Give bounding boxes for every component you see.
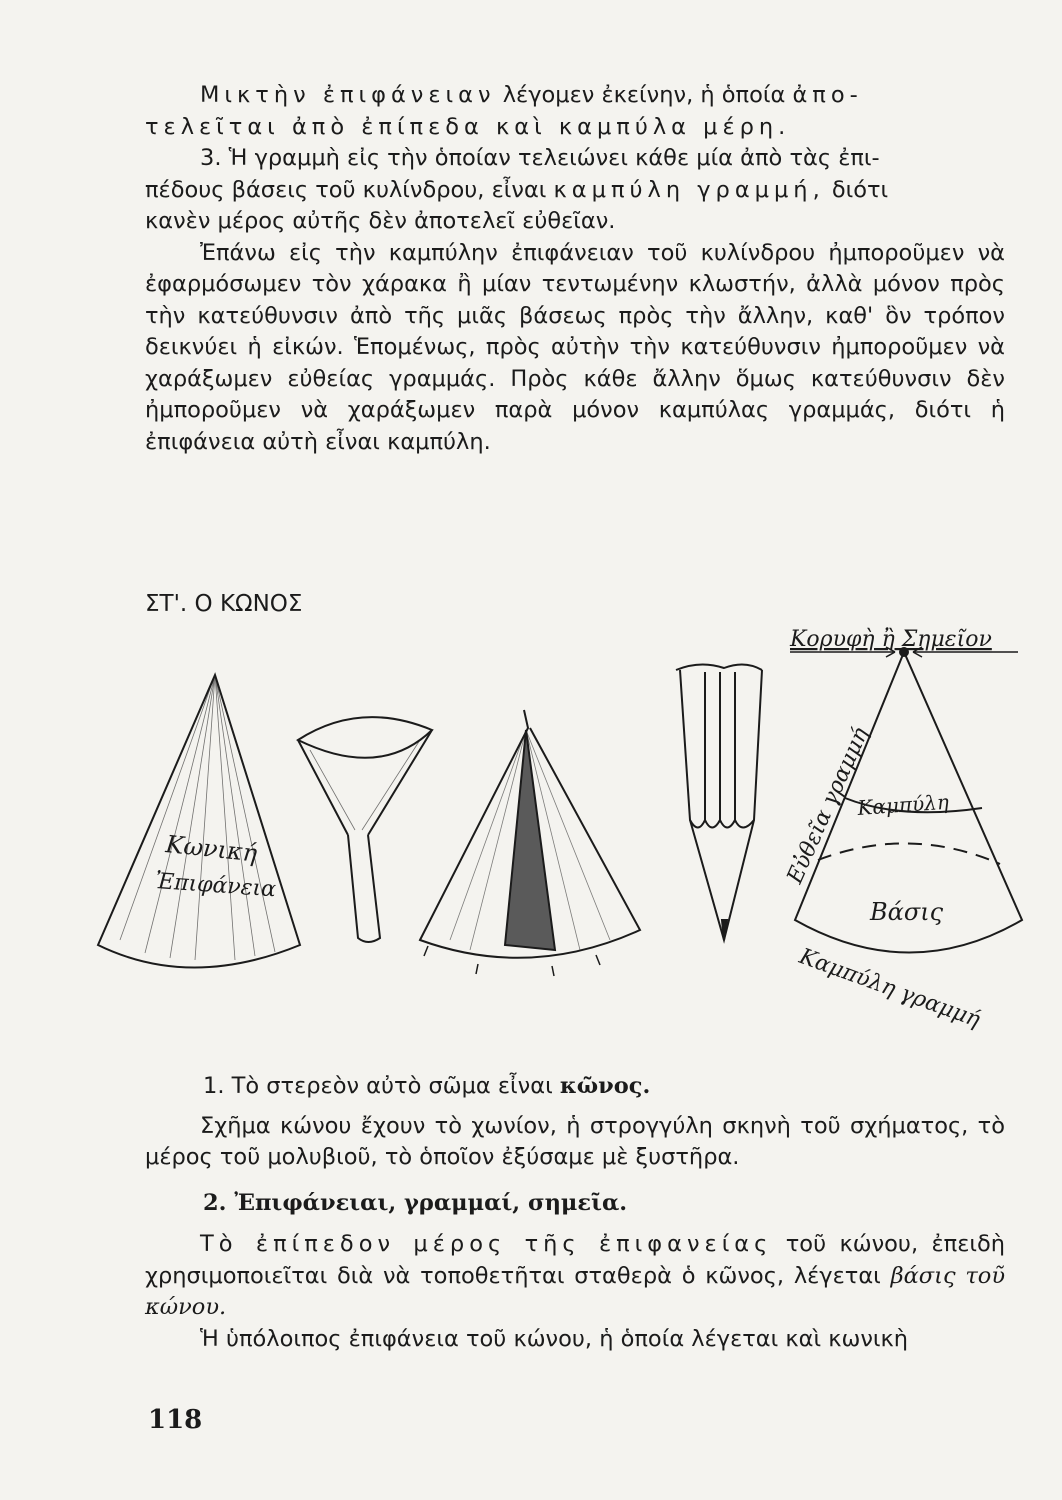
line-4-c: διότι [824, 176, 889, 203]
paragraph-2: Ἐπάνω εἰς τὴν καμπύλην ἐπιφάνειαν τοῦ κυλίνδρου ἠμποροῦμεν νὰ ἐφαρμόσωμεν τὸν χάρακα ἢ μίαν τεντωμένην κλωστήν, ἀλλὰ μόνον πρὸς τὴν κατεύθυνσιν ἀπὸ τῆς μιᾶς βάσεως πρὸς τὴν ἄλλην, καθ' ὃν τρόπον δεικνύει ἡ εἰκών. Ἑπομένως, πρὸς αὐτὴν τὴν κατεύθυνσιν ἠμποροῦμεν νὰ χαράξωμεν εὐθείας γραμμάς. Πρὸς κάθε ἄλλην ὅμως κατεύθυνσιν δὲν ἠμποροῦμεν νὰ χαράξωμεν παρὰ μόνον καμπύλας γραμμάς, διότι ἡ ἐπιφάνεια αὐτὴ εἶναι καμπύλη. [145, 239, 1005, 455]
base-label: Βάσις [870, 898, 944, 926]
item-2-paragraph [145, 1229, 1005, 1324]
curve-label: Καμπύλη [856, 789, 950, 820]
top-text [145, 80, 1005, 458]
bottom-text [145, 1071, 1005, 1355]
item-2-heading: 2. Ἐπιφάνειαι, γραμμαί, σημεῖα. [203, 1189, 628, 1216]
curved-line-label: Καμπύλη γραμμή [795, 944, 984, 1033]
item-1-text: 1. Τὸ στερεὸν αὐτὸ σῶμα εἶναι [203, 1073, 560, 1099]
line-1-mid: λέγομεν ἐκείνην, ἡ ὁποία [495, 82, 793, 108]
cone-drawing [98, 675, 300, 968]
item-1-paragraph: Σχῆμα κώνου ἔχουν τὸ χωνίον, ἡ στρογγύλη σκηνὴ τοῦ σχήματος, τὸ μέρος τοῦ μολυβιοῦ, τὸ ὁποῖον ἐξύσαμε μὲ ξυστῆρα. [145, 1112, 1005, 1170]
line-4 [145, 175, 1005, 207]
tent-drawing [420, 710, 640, 976]
cone-illustrations [0, 620, 1062, 1040]
pencil-drawing [676, 664, 762, 940]
line-1 [145, 80, 1005, 112]
page-number: 118 [148, 1405, 203, 1435]
mixed-surface-term: Μικτὴν ἐπιφάνειαν [200, 82, 496, 108]
base-term: βάσις τοῦ κώνου. [145, 1262, 1005, 1320]
conical-label-2: Ἐπιφάνεια [154, 869, 277, 903]
line-3: 3. Ἡ γραμμὴ εἰς τὴν ὁποίαν τελειώνει κάθε μία ἀπὸ τὰς ἐπι- [200, 145, 880, 171]
cone-term: κῶνος. [559, 1073, 651, 1099]
curved-line-term: καμπύλη γραμμή, [553, 176, 825, 203]
line-5: κανὲν μέρος αὐτῆς δὲν ἀποτελεῖ εὐθεῖαν. [145, 208, 616, 234]
line-4-a: πέδους βάσεις τοῦ κυλίνδρου, εἶναι [145, 176, 554, 203]
item-2-text: τοῦ κώνου, ἐπειδὴ χρησιμοποιεῖται διὰ νὰ τοποθετῆται σταθερὰ ὁ κῶνος, λέγεται [145, 1231, 1005, 1289]
section-title: ΣΤ'. Ο ΚΩΝΟΣ [145, 591, 303, 617]
line-2: τελεῖται ἀπὸ ἐπίπεδα καὶ καμπύλα μέρη. [145, 113, 791, 140]
item-1-heading [203, 1071, 1005, 1103]
item-2-paragraph-2: Ἡ ὑπόλοιπος ἐπιφάνεια τοῦ κώνου, ἡ ὁποία λέγεται καὶ κωνικὴ [200, 1325, 909, 1352]
straight-line-label: Εὐθεῖα γραμμή [782, 724, 874, 888]
planar-part-term: Τὸ ἐπίπεδον μέρος τῆς ἐπιφανείας [200, 1231, 773, 1257]
apex-label: Κορυφὴ ἢ Σημεῖον [790, 627, 992, 652]
conical-label-1: Κωνική [164, 830, 259, 868]
line-1-end: ἀπο- [792, 82, 863, 108]
funnel-drawing [298, 717, 432, 942]
